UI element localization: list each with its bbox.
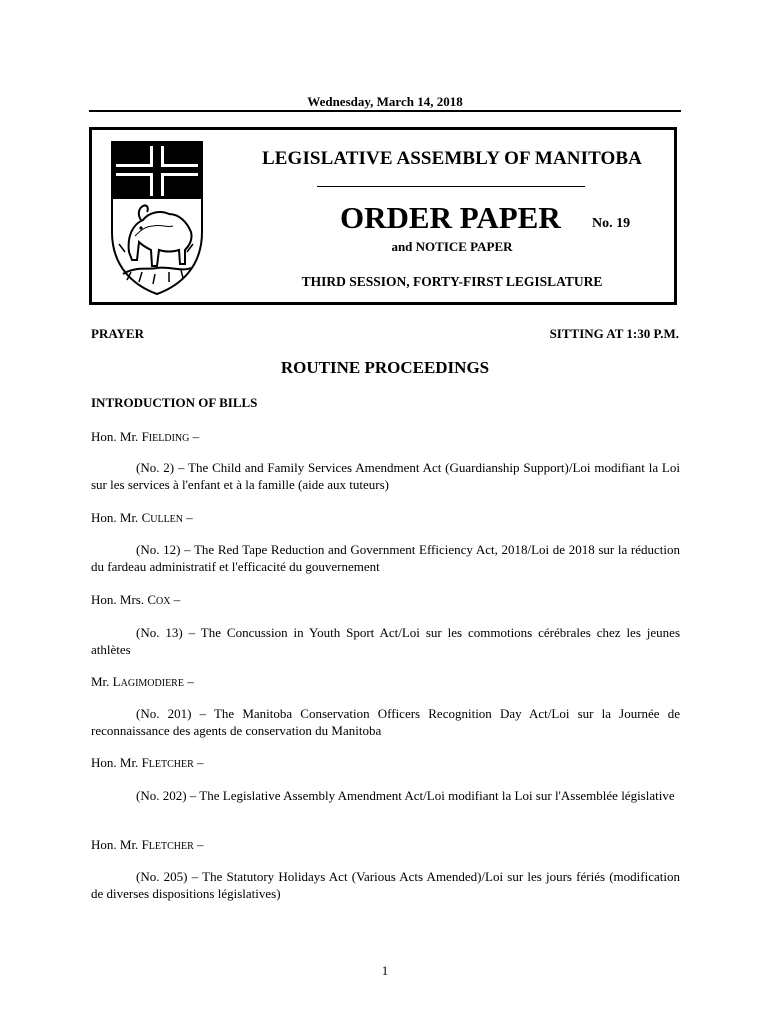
bill-entry: (No. 12) – The Red Tape Reduction and Government Efficiency Act, 2018/Loi de 2018 sur la réduction du fardeau administratif et l'efficacité du gouvernement <box>91 542 680 574</box>
sponsor-name-initial: C <box>141 510 151 525</box>
sponsor-name-rest: ULLEN <box>150 514 184 525</box>
sponsor-title: Hon. Mr. <box>91 510 142 525</box>
sponsor-title: Hon. Mrs. <box>91 592 148 607</box>
sitting-time: SITTING AT 1:30 P.M. <box>549 326 679 341</box>
sponsor-name-initial: L <box>112 674 121 689</box>
masthead-box <box>89 127 677 305</box>
bill-sponsor <box>91 674 194 690</box>
introduction-of-bills-heading: INTRODUCTION OF BILLS <box>91 395 258 410</box>
session-title: THIRD SESSION, FORTY-FIRST LEGISLATURE <box>301 274 603 289</box>
sponsor-title: Mr. <box>91 674 113 689</box>
bill-sponsor <box>91 837 204 853</box>
date-divider <box>89 110 681 112</box>
bill-entry: (No. 2) – The Child and Family Services Amendment Act (Guardianship Support)/Loi modifiant la Loi sur les services à l'enfant et à la famille (aide aux tuteurs) <box>91 460 680 492</box>
routine-proceedings-heading: ROUTINE PROCEEDINGS <box>280 358 490 377</box>
sponsor-name-rest: AGIMODIERE <box>120 678 184 689</box>
sponsor-name-rest: IELDING <box>148 433 190 444</box>
sponsor-name-initial: C <box>147 592 157 607</box>
sponsor-title: Hon. Mr. <box>91 755 142 770</box>
bill-sponsor <box>91 510 193 526</box>
prayer-label: PRAYER <box>91 326 144 341</box>
bill-sponsor <box>91 755 204 771</box>
notice-paper-subtitle: and NOTICE PAPER <box>391 239 513 254</box>
sponsor-dash: – <box>193 837 204 852</box>
sponsor-dash: – <box>170 592 181 607</box>
masthead-divider <box>317 186 585 187</box>
sponsor-name-rest: LETCHER <box>148 759 194 770</box>
sponsor-dash: – <box>183 674 194 689</box>
bill-entry: (No. 13) – The Concussion in Youth Sport Act/Loi sur les commotions cérébrales chez les jeunes athlètes <box>91 625 680 657</box>
bill-entry: (No. 205) – The Statutory Holidays Act (Various Acts Amended)/Loi sur les jours fériés (modification de diverses dispositions législatives) <box>91 869 680 901</box>
sponsor-name-initial: F <box>141 837 149 852</box>
manitoba-coat-of-arms-icon <box>109 140 205 296</box>
bill-sponsor <box>91 592 180 608</box>
sponsor-dash: – <box>189 429 200 444</box>
bill-entry: (No. 201) – The Manitoba Conservation Officers Recognition Day Act/Loi sur la Journée de reconnaissance des agents de conservation du Manitoba <box>91 706 680 738</box>
bill-sponsor <box>91 429 199 445</box>
bill-entry: (No. 202) – The Legislative Assembly Amendment Act/Loi modifiant la Loi sur l'Assemblée législative <box>136 788 675 803</box>
order-paper-number: No. 19 <box>592 216 631 231</box>
sponsor-dash: – <box>193 755 204 770</box>
order-paper-title: ORDER PAPER <box>340 200 561 235</box>
sponsor-name-rest: LETCHER <box>148 841 194 852</box>
sponsor-dash: – <box>183 510 193 525</box>
sponsor-title: Hon. Mr. <box>91 837 142 852</box>
page-number: 1 <box>381 963 389 978</box>
order-paper-date: Wednesday, March 14, 2018 <box>307 94 463 109</box>
assembly-name: LEGISLATIVE ASSEMBLY OF MANITOBA <box>262 148 642 169</box>
sponsor-name-initial: F <box>141 755 149 770</box>
sponsor-name-rest: OX <box>156 596 171 607</box>
sponsor-title: Hon. Mr. <box>91 429 142 444</box>
sponsor-name-initial: F <box>141 429 149 444</box>
